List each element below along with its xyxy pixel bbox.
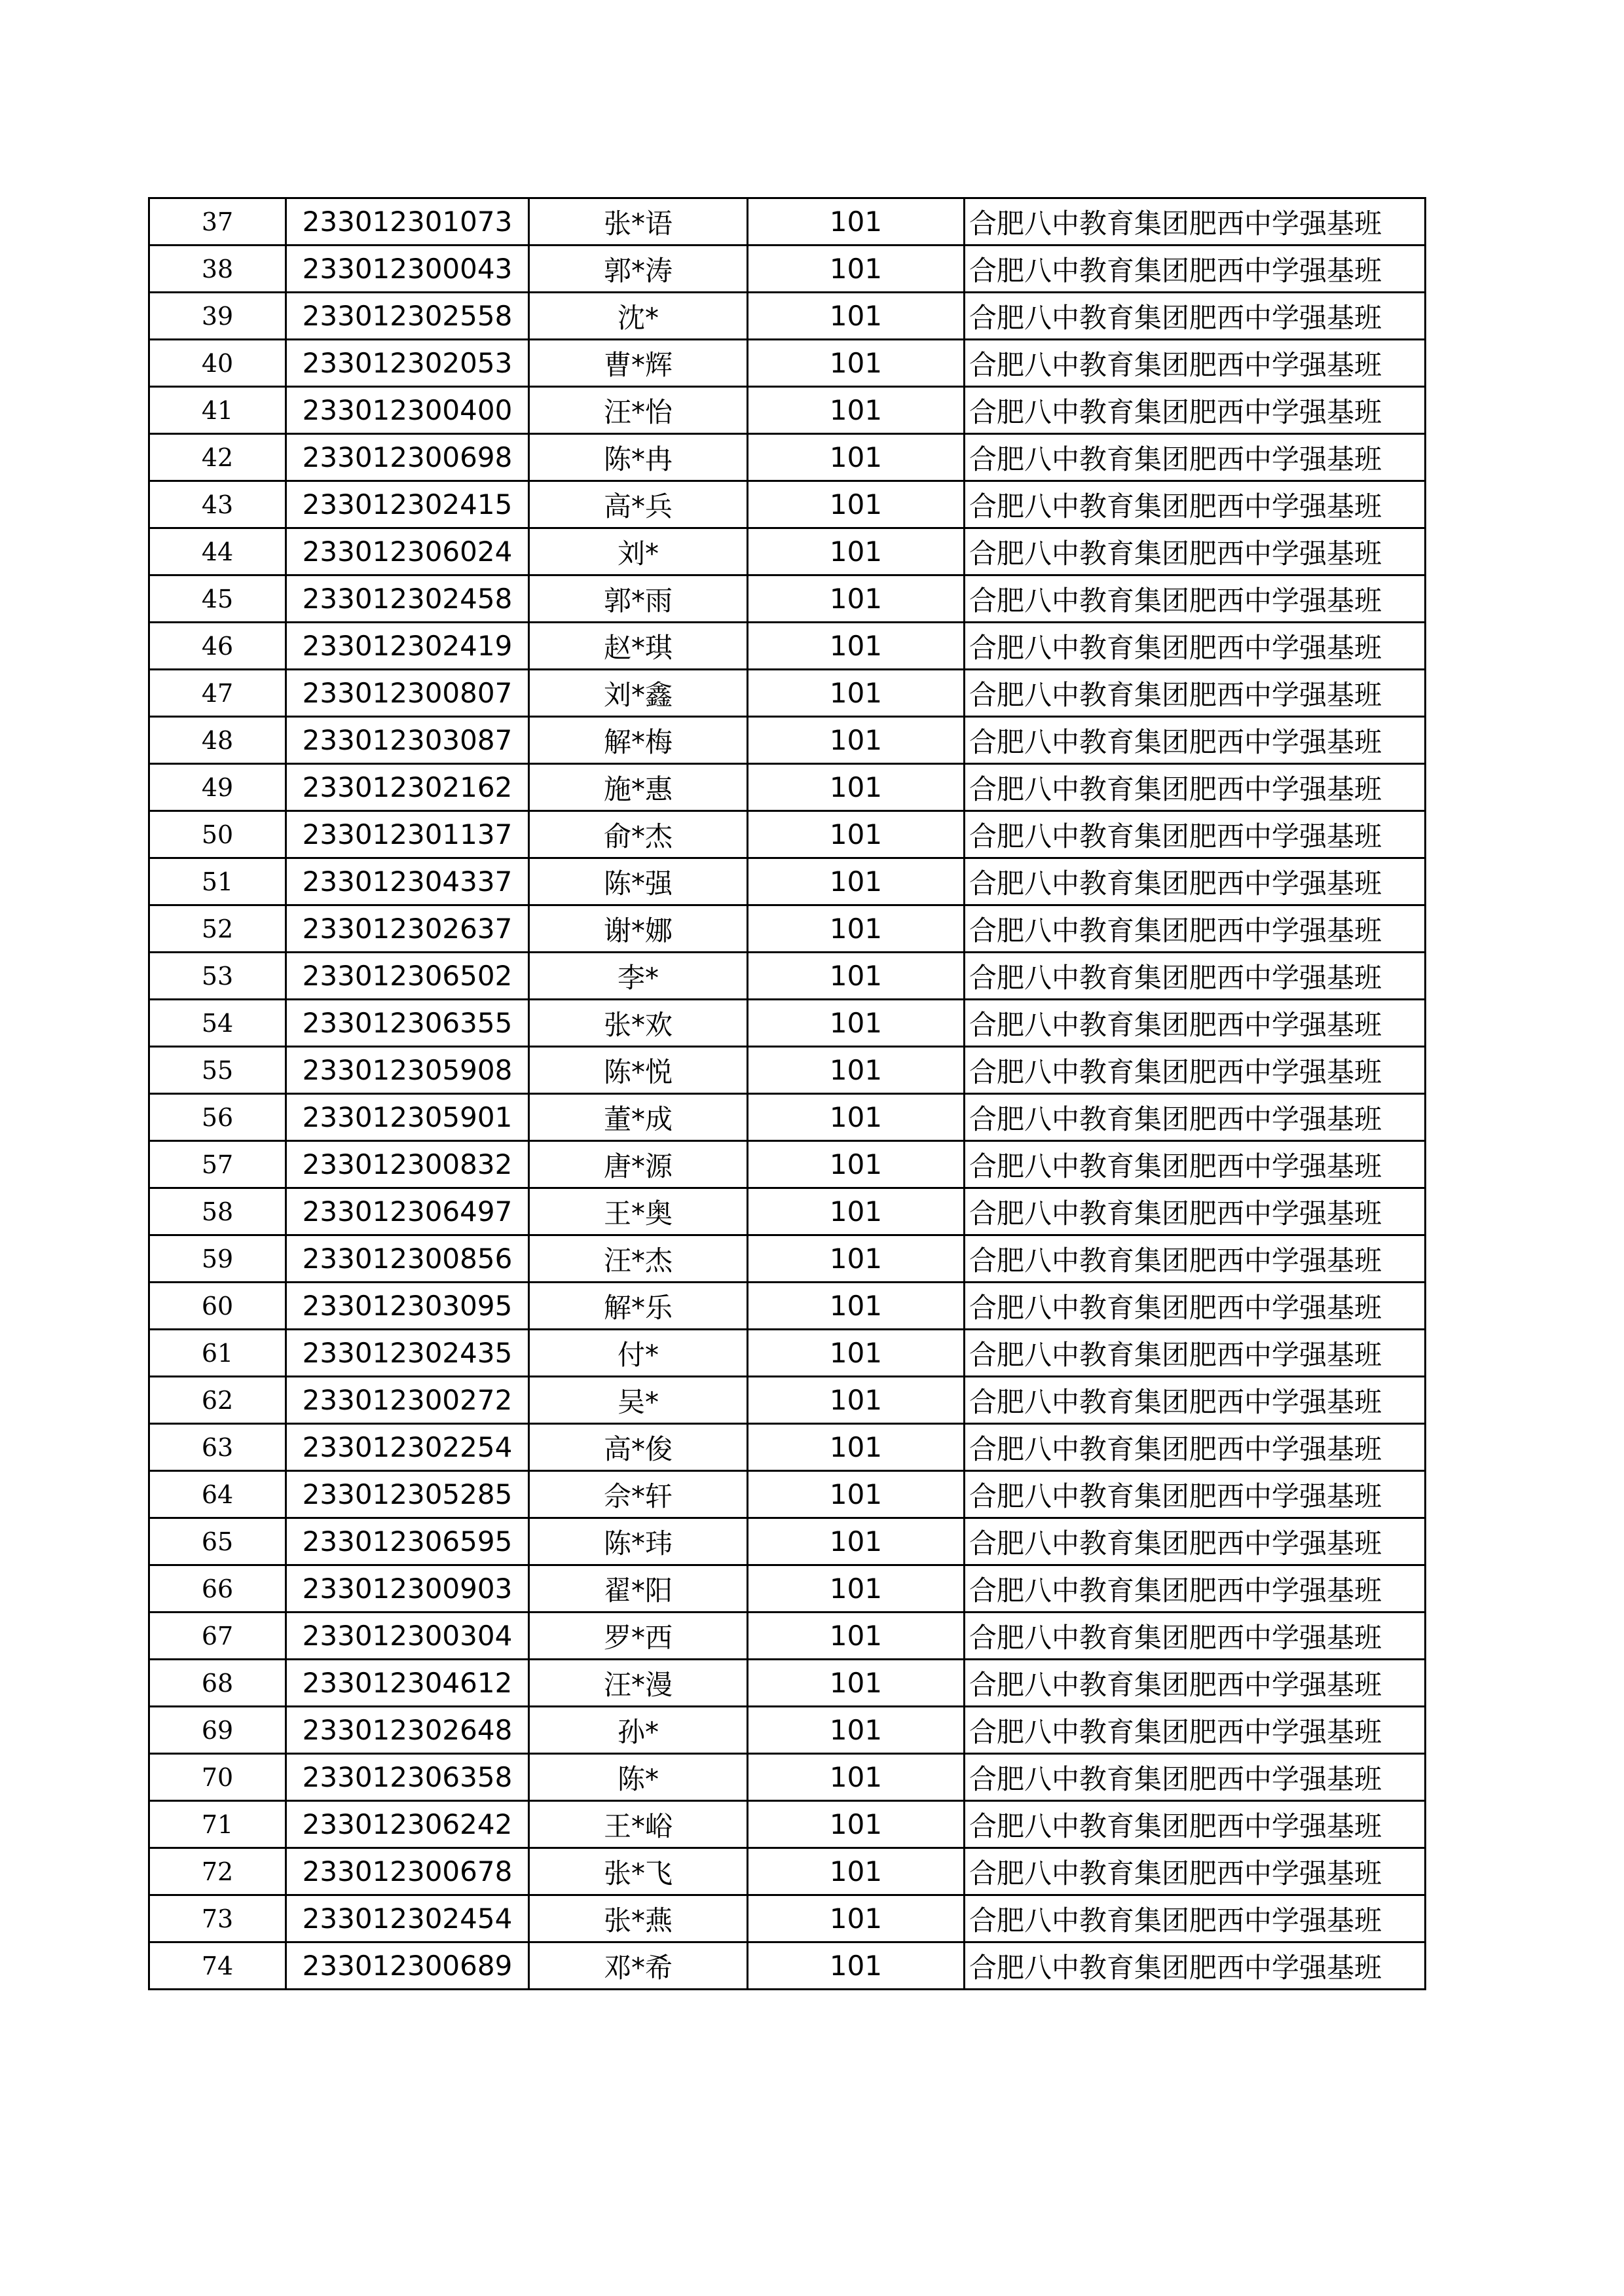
student-name-cell: 陈*强 — [529, 858, 748, 905]
table-row — [149, 1424, 1426, 1471]
exam-id-cell: 233012301137 — [286, 811, 529, 858]
seq-cell: 60 — [149, 1283, 286, 1330]
score-cell: 101 — [748, 1707, 965, 1754]
table-row — [149, 811, 1426, 858]
school-cell: 合肥八中教育集团肥西中学强基班 — [965, 1518, 1426, 1565]
table-row — [149, 1518, 1426, 1565]
seq-cell: 59 — [149, 1235, 286, 1283]
student-name-cell: 吴* — [529, 1377, 748, 1424]
seq-cell: 52 — [149, 905, 286, 953]
exam-id-cell: 233012306502 — [286, 953, 529, 1000]
seq-cell: 68 — [149, 1660, 286, 1707]
score-cell: 101 — [748, 246, 965, 293]
school-cell: 合肥八中教育集团肥西中学强基班 — [965, 623, 1426, 670]
exam-id-cell: 233012306355 — [286, 1000, 529, 1047]
student-name-cell: 唐*源 — [529, 1141, 748, 1188]
seq-cell: 74 — [149, 1942, 286, 1990]
exam-id-cell: 233012300043 — [286, 246, 529, 293]
exam-id-cell: 233012306595 — [286, 1518, 529, 1565]
exam-id-cell: 233012302648 — [286, 1707, 529, 1754]
school-cell: 合肥八中教育集团肥西中学强基班 — [965, 528, 1426, 575]
score-cell: 101 — [748, 575, 965, 623]
student-name-cell: 李* — [529, 953, 748, 1000]
exam-id-cell: 233012300689 — [286, 1942, 529, 1990]
score-cell: 101 — [748, 1942, 965, 1990]
student-name-cell: 佘*轩 — [529, 1471, 748, 1518]
seq-cell: 37 — [149, 198, 286, 246]
seq-cell: 71 — [149, 1801, 286, 1848]
score-cell: 101 — [748, 1188, 965, 1235]
score-cell: 101 — [748, 293, 965, 340]
table-row — [149, 1141, 1426, 1188]
school-cell: 合肥八中教育集团肥西中学强基班 — [965, 1283, 1426, 1330]
student-name-cell: 陈* — [529, 1754, 748, 1801]
school-cell: 合肥八中教育集团肥西中学强基班 — [965, 1000, 1426, 1047]
seq-cell: 44 — [149, 528, 286, 575]
seq-cell: 41 — [149, 387, 286, 434]
score-cell: 101 — [748, 1424, 965, 1471]
exam-id-cell: 233012300903 — [286, 1565, 529, 1613]
seq-cell: 72 — [149, 1848, 286, 1895]
school-cell: 合肥八中教育集团肥西中学强基班 — [965, 293, 1426, 340]
table-row — [149, 1188, 1426, 1235]
score-cell: 101 — [748, 1895, 965, 1942]
score-cell: 101 — [748, 528, 965, 575]
exam-id-cell: 233012302254 — [286, 1424, 529, 1471]
student-name-cell: 俞*杰 — [529, 811, 748, 858]
score-cell: 101 — [748, 1471, 965, 1518]
exam-id-cell: 233012306497 — [286, 1188, 529, 1235]
school-cell: 合肥八中教育集团肥西中学强基班 — [965, 905, 1426, 953]
table-row — [149, 1613, 1426, 1660]
score-cell: 101 — [748, 434, 965, 481]
exam-id-cell: 233012302454 — [286, 1895, 529, 1942]
score-cell: 101 — [748, 905, 965, 953]
student-name-cell: 郭*涛 — [529, 246, 748, 293]
student-name-cell: 解*梅 — [529, 717, 748, 764]
exam-id-cell: 233012300856 — [286, 1235, 529, 1283]
student-name-cell: 高*兵 — [529, 481, 748, 528]
table-row — [149, 858, 1426, 905]
seq-cell: 53 — [149, 953, 286, 1000]
table-row — [149, 1801, 1426, 1848]
school-cell: 合肥八中教育集团肥西中学强基班 — [965, 1565, 1426, 1613]
exam-id-cell: 233012305901 — [286, 1094, 529, 1141]
exam-id-cell: 233012300272 — [286, 1377, 529, 1424]
score-cell: 101 — [748, 340, 965, 387]
exam-id-cell: 233012302435 — [286, 1330, 529, 1377]
school-cell: 合肥八中教育集团肥西中学强基班 — [965, 1424, 1426, 1471]
school-cell: 合肥八中教育集团肥西中学强基班 — [965, 764, 1426, 811]
score-cell: 101 — [748, 1660, 965, 1707]
exam-id-cell: 233012302458 — [286, 575, 529, 623]
table-row — [149, 575, 1426, 623]
student-name-cell: 王*峪 — [529, 1801, 748, 1848]
table-row — [149, 1377, 1426, 1424]
exam-id-cell: 233012300678 — [286, 1848, 529, 1895]
seq-cell: 62 — [149, 1377, 286, 1424]
student-name-cell: 汪*怡 — [529, 387, 748, 434]
score-cell: 101 — [748, 953, 965, 1000]
school-cell: 合肥八中教育集团肥西中学强基班 — [965, 1942, 1426, 1990]
school-cell: 合肥八中教育集团肥西中学强基班 — [965, 575, 1426, 623]
seq-cell: 56 — [149, 1094, 286, 1141]
exam-id-cell: 233012302637 — [286, 905, 529, 953]
exam-id-cell: 233012300832 — [286, 1141, 529, 1188]
exam-id-cell: 233012303095 — [286, 1283, 529, 1330]
exam-id-cell: 233012306358 — [286, 1754, 529, 1801]
exam-id-cell: 233012302415 — [286, 481, 529, 528]
school-cell: 合肥八中教育集团肥西中学强基班 — [965, 953, 1426, 1000]
score-cell: 101 — [748, 1047, 965, 1094]
school-cell: 合肥八中教育集团肥西中学强基班 — [965, 1141, 1426, 1188]
seq-cell: 47 — [149, 670, 286, 717]
student-name-cell: 刘*鑫 — [529, 670, 748, 717]
seq-cell: 39 — [149, 293, 286, 340]
seq-cell: 40 — [149, 340, 286, 387]
school-cell: 合肥八中教育集团肥西中学强基班 — [965, 1895, 1426, 1942]
table-row — [149, 905, 1426, 953]
score-cell: 101 — [748, 1801, 965, 1848]
exam-id-cell: 233012306242 — [286, 1801, 529, 1848]
seq-cell: 42 — [149, 434, 286, 481]
table-row — [149, 1707, 1426, 1754]
score-cell: 101 — [748, 1094, 965, 1141]
table-row — [149, 1094, 1426, 1141]
score-cell: 101 — [748, 1754, 965, 1801]
seq-cell: 38 — [149, 246, 286, 293]
exam-id-cell: 233012305285 — [286, 1471, 529, 1518]
exam-id-cell: 233012304337 — [286, 858, 529, 905]
exam-id-cell: 233012306024 — [286, 528, 529, 575]
score-cell: 101 — [748, 1377, 965, 1424]
student-name-cell: 赵*琪 — [529, 623, 748, 670]
exam-id-cell: 233012304612 — [286, 1660, 529, 1707]
student-name-cell: 谢*娜 — [529, 905, 748, 953]
score-cell: 101 — [748, 623, 965, 670]
seq-cell: 58 — [149, 1188, 286, 1235]
student-name-cell: 张*燕 — [529, 1895, 748, 1942]
student-name-cell: 郭*雨 — [529, 575, 748, 623]
school-cell: 合肥八中教育集团肥西中学强基班 — [965, 1660, 1426, 1707]
student-name-cell: 解*乐 — [529, 1283, 748, 1330]
school-cell: 合肥八中教育集团肥西中学强基班 — [965, 1330, 1426, 1377]
school-cell: 合肥八中教育集团肥西中学强基班 — [965, 717, 1426, 764]
seq-cell: 64 — [149, 1471, 286, 1518]
table-row — [149, 340, 1426, 387]
student-name-cell: 翟*阳 — [529, 1565, 748, 1613]
student-name-cell: 张*欢 — [529, 1000, 748, 1047]
student-name-cell: 付* — [529, 1330, 748, 1377]
score-cell: 101 — [748, 1330, 965, 1377]
school-cell: 合肥八中教育集团肥西中学强基班 — [965, 1613, 1426, 1660]
seq-cell: 69 — [149, 1707, 286, 1754]
school-cell: 合肥八中教育集团肥西中学强基班 — [965, 1471, 1426, 1518]
table-row — [149, 434, 1426, 481]
table-row — [149, 717, 1426, 764]
student-name-cell: 沈* — [529, 293, 748, 340]
table-row — [149, 1565, 1426, 1613]
school-cell: 合肥八中教育集团肥西中学强基班 — [965, 858, 1426, 905]
table-row — [149, 387, 1426, 434]
seq-cell: 63 — [149, 1424, 286, 1471]
table-row — [149, 246, 1426, 293]
seq-cell: 49 — [149, 764, 286, 811]
score-cell: 101 — [748, 1565, 965, 1613]
exam-id-cell: 233012302053 — [286, 340, 529, 387]
seq-cell: 54 — [149, 1000, 286, 1047]
school-cell: 合肥八中教育集团肥西中学强基班 — [965, 246, 1426, 293]
seq-cell: 45 — [149, 575, 286, 623]
school-cell: 合肥八中教育集团肥西中学强基班 — [965, 434, 1426, 481]
student-name-cell: 高*俊 — [529, 1424, 748, 1471]
table-row — [149, 764, 1426, 811]
school-cell: 合肥八中教育集团肥西中学强基班 — [965, 1707, 1426, 1754]
student-name-cell: 罗*西 — [529, 1613, 748, 1660]
score-cell: 101 — [748, 1141, 965, 1188]
exam-id-cell: 233012302558 — [286, 293, 529, 340]
student-name-cell: 张*语 — [529, 198, 748, 246]
student-name-cell: 张*飞 — [529, 1848, 748, 1895]
table-row — [149, 1047, 1426, 1094]
score-cell: 101 — [748, 858, 965, 905]
exam-id-cell: 233012305908 — [286, 1047, 529, 1094]
school-cell: 合肥八中教育集团肥西中学强基班 — [965, 1848, 1426, 1895]
table-row — [149, 623, 1426, 670]
student-name-cell: 汪*杰 — [529, 1235, 748, 1283]
student-name-cell: 孙* — [529, 1707, 748, 1754]
exam-id-cell: 233012300807 — [286, 670, 529, 717]
student-name-cell: 曹*辉 — [529, 340, 748, 387]
exam-id-cell: 233012300304 — [286, 1613, 529, 1660]
score-cell: 101 — [748, 1518, 965, 1565]
table-row — [149, 1895, 1426, 1942]
student-name-cell: 施*惠 — [529, 764, 748, 811]
table-row — [149, 1942, 1426, 1990]
table-row — [149, 1848, 1426, 1895]
exam-id-cell: 233012302162 — [286, 764, 529, 811]
table-row — [149, 1000, 1426, 1047]
student-name-cell: 陈*玮 — [529, 1518, 748, 1565]
score-cell: 101 — [748, 387, 965, 434]
student-name-cell: 邓*希 — [529, 1942, 748, 1990]
table-row — [149, 670, 1426, 717]
school-cell: 合肥八中教育集团肥西中学强基班 — [965, 1094, 1426, 1141]
table-row — [149, 1235, 1426, 1283]
table-row — [149, 528, 1426, 575]
student-name-cell: 刘* — [529, 528, 748, 575]
seq-cell: 55 — [149, 1047, 286, 1094]
score-cell: 101 — [748, 1848, 965, 1895]
exam-id-cell: 233012303087 — [286, 717, 529, 764]
school-cell: 合肥八中教育集团肥西中学强基班 — [965, 1188, 1426, 1235]
school-cell: 合肥八中教育集团肥西中学强基班 — [965, 670, 1426, 717]
exam-id-cell: 233012300400 — [286, 387, 529, 434]
score-cell: 101 — [748, 1235, 965, 1283]
school-cell: 合肥八中教育集团肥西中学强基班 — [965, 1377, 1426, 1424]
student-name-cell: 陈*冉 — [529, 434, 748, 481]
student-name-cell: 汪*漫 — [529, 1660, 748, 1707]
table-row — [149, 1471, 1426, 1518]
table-row — [149, 953, 1426, 1000]
student-name-cell: 董*成 — [529, 1094, 748, 1141]
seq-cell: 70 — [149, 1754, 286, 1801]
school-cell: 合肥八中教育集团肥西中学强基班 — [965, 481, 1426, 528]
student-name-cell: 王*奥 — [529, 1188, 748, 1235]
seq-cell: 46 — [149, 623, 286, 670]
exam-id-cell: 233012301073 — [286, 198, 529, 246]
table-row — [149, 198, 1426, 246]
school-cell: 合肥八中教育集团肥西中学强基班 — [965, 811, 1426, 858]
seq-cell: 65 — [149, 1518, 286, 1565]
exam-id-cell: 233012300698 — [286, 434, 529, 481]
score-cell: 101 — [748, 481, 965, 528]
school-cell: 合肥八中教育集团肥西中学强基班 — [965, 1754, 1426, 1801]
seq-cell: 66 — [149, 1565, 286, 1613]
seq-cell: 57 — [149, 1141, 286, 1188]
table-row — [149, 293, 1426, 340]
table-row — [149, 481, 1426, 528]
seq-cell: 67 — [149, 1613, 286, 1660]
seq-cell: 43 — [149, 481, 286, 528]
school-cell: 合肥八中教育集团肥西中学强基班 — [965, 1235, 1426, 1283]
score-cell: 101 — [748, 198, 965, 246]
seq-cell: 73 — [149, 1895, 286, 1942]
table-row — [149, 1330, 1426, 1377]
score-cell: 101 — [748, 717, 965, 764]
table-row — [149, 1283, 1426, 1330]
seq-cell: 50 — [149, 811, 286, 858]
seq-cell: 51 — [149, 858, 286, 905]
table-row — [149, 1660, 1426, 1707]
seq-cell: 61 — [149, 1330, 286, 1377]
admission-table — [148, 197, 1426, 1990]
seq-cell: 48 — [149, 717, 286, 764]
score-cell: 101 — [748, 1283, 965, 1330]
score-cell: 101 — [748, 764, 965, 811]
student-name-cell: 陈*悦 — [529, 1047, 748, 1094]
school-cell: 合肥八中教育集团肥西中学强基班 — [965, 1801, 1426, 1848]
table-body — [149, 198, 1426, 1990]
score-cell: 101 — [748, 1000, 965, 1047]
school-cell: 合肥八中教育集团肥西中学强基班 — [965, 387, 1426, 434]
exam-id-cell: 233012302419 — [286, 623, 529, 670]
score-cell: 101 — [748, 1613, 965, 1660]
school-cell: 合肥八中教育集团肥西中学强基班 — [965, 340, 1426, 387]
score-cell: 101 — [748, 811, 965, 858]
school-cell: 合肥八中教育集团肥西中学强基班 — [965, 1047, 1426, 1094]
school-cell: 合肥八中教育集团肥西中学强基班 — [965, 198, 1426, 246]
score-cell: 101 — [748, 670, 965, 717]
table-row — [149, 1754, 1426, 1801]
